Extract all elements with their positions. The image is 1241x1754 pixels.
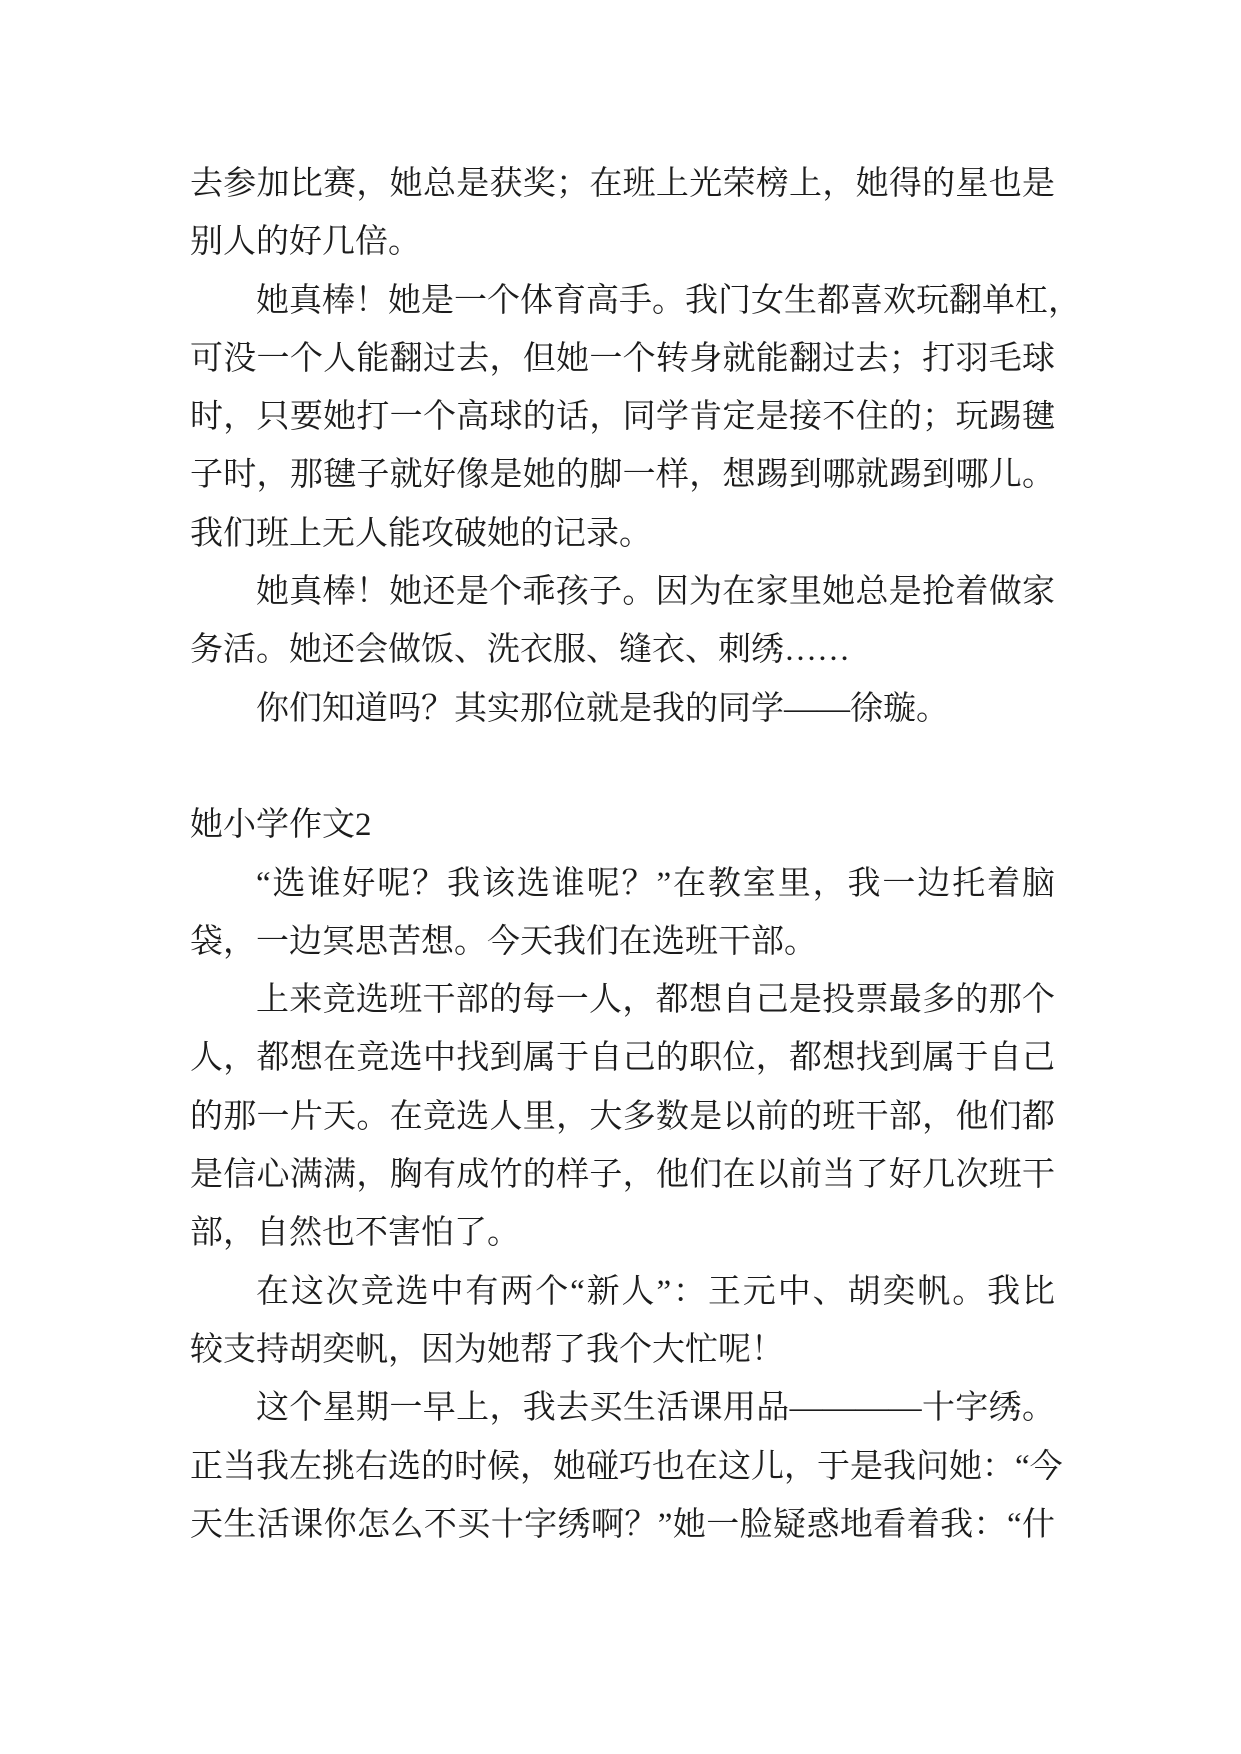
text-line: 我们班上无人能攻破她的记录。 (190, 515, 652, 552)
text-line: 别人的好几倍。 (190, 224, 421, 261)
text-line: 天生活课你怎么不买十字绣啊？”她一脸疑惑地看着我：“什 (190, 1506, 1055, 1543)
text-line: 袋，一边冥思苦想。今天我们在选班干部。 (190, 923, 817, 960)
text-line: 去参加比赛，她总是获奖；在班上光荣榜上，她得的星也是 (190, 166, 1055, 202)
text-line: 时，只要她打一个高球的话，同学肯定是接不住的；玩踢毽 (190, 399, 1055, 436)
text-line: 可没一个人能翻过去，但她一个转身就能翻过去；打羽毛球 (190, 340, 1055, 377)
essay-2 (190, 796, 1063, 1554)
text-line: 她真棒！她还是个乖孩子。因为在家里她总是抢着做家 (256, 574, 1055, 611)
text-line: 这个星期一早上，我去买生活课用品————十字绣。 (256, 1390, 1055, 1427)
text-line: 你们知道吗？其实那位就是我的同学——徐璇。 (256, 690, 949, 727)
paragraph (190, 1379, 1063, 1554)
section-gap (190, 738, 1055, 796)
text-line: 是信心满满，胸有成竹的样子，他们在以前当了好几次班干 (190, 1157, 1055, 1194)
paragraph (190, 155, 1055, 272)
text-line: 正当我左挑右选的时候，她碰巧也在这儿，于是我问她：“今 (190, 1448, 1063, 1485)
paragraph (190, 272, 1081, 563)
text-line: 在这次竞选中有两个“新人”：王元中、胡奕帆。我比 (256, 1273, 1055, 1310)
text-line: “选谁好呢？我该选谁呢？”在教室里，我一边托着脑 (256, 865, 1055, 902)
text-line: 较支持胡奕帆，因为她帮了我个大忙呢！ (190, 1331, 784, 1368)
paragraph (190, 855, 1055, 972)
essay-1-continued (190, 155, 1081, 738)
text-line: 上来竞选班干部的每一人，都想自己是投票最多的那个 (256, 982, 1055, 1019)
text-line: 人，都想在竞选中找到属于自己的职位，都想找到属于自己 (190, 1040, 1055, 1077)
paragraph (190, 563, 1055, 680)
text-line: 她真棒！她是一个体育高手。我门女生都喜欢玩翻单杠， (256, 282, 1081, 319)
text-line: 务活。她还会做饭、洗衣服、缝衣、刺绣…… (190, 632, 850, 669)
paragraph (190, 971, 1055, 1262)
essay-title: 她小学作文2 (190, 807, 372, 844)
text-line: 部，自然也不害怕了。 (190, 1215, 520, 1252)
text-line: 的那一片天。在竞选人里，大多数是以前的班干部，他们都 (190, 1098, 1055, 1135)
paragraph (190, 680, 1055, 738)
paragraph (190, 1263, 1055, 1380)
text-line: 子时，那毽子就好像是她的脚一样，想踢到哪就踢到哪儿。 (190, 457, 1055, 494)
